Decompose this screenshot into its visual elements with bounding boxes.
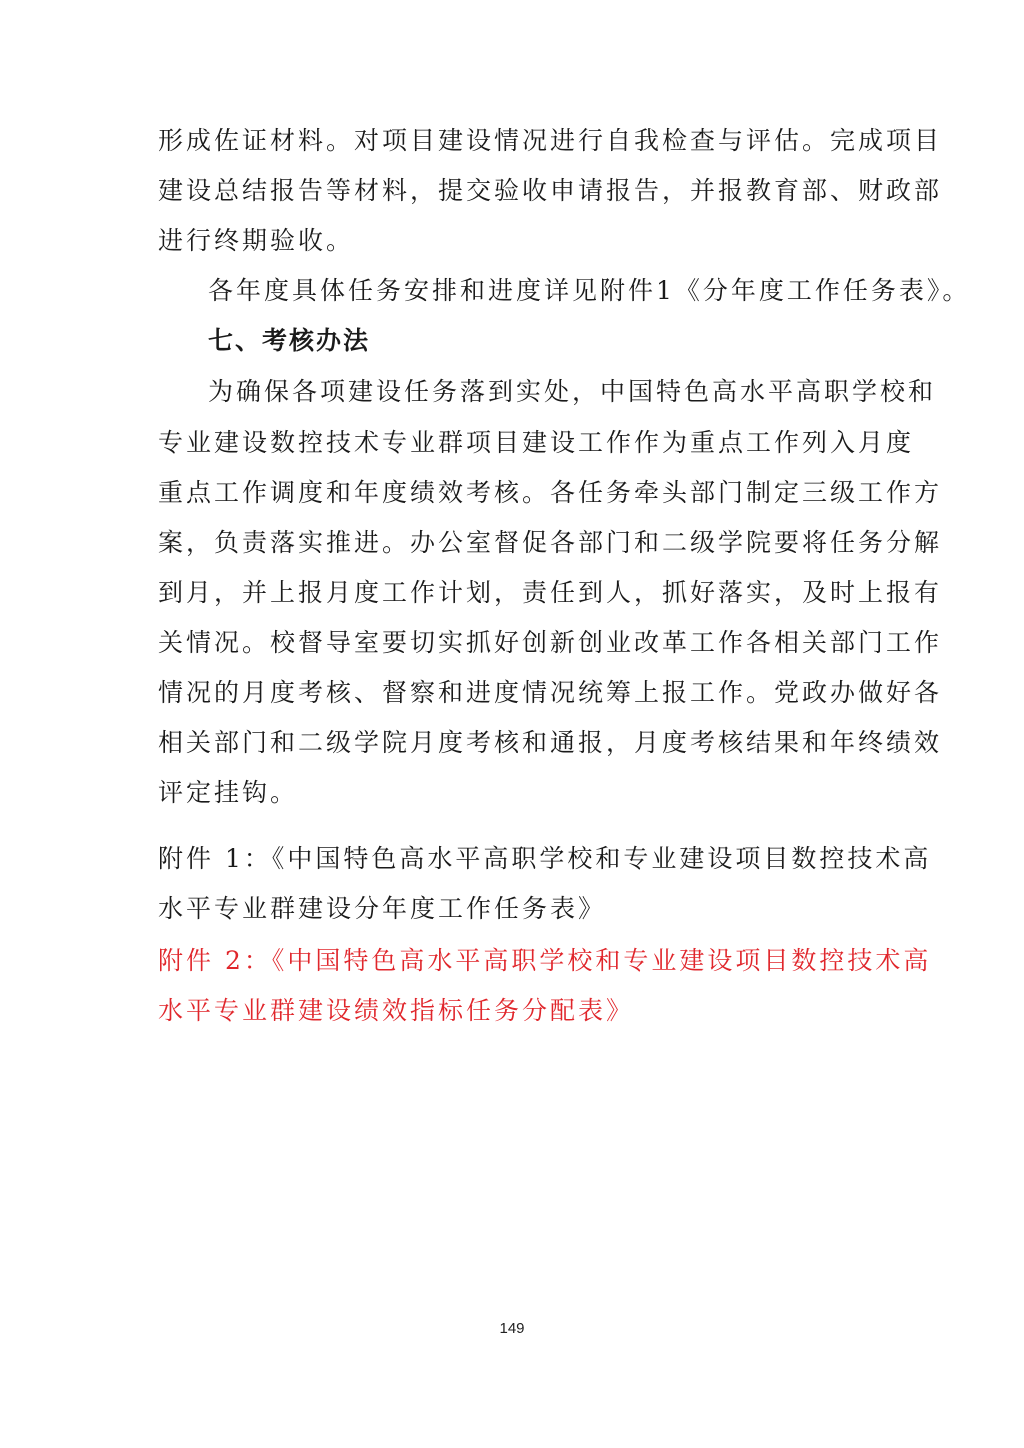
attachment-1-line-2: 水平专业群建设分年度工作任务表》 — [158, 894, 607, 923]
assessment-paragraph-line-8: 相关部门和二级学院月度考核和通报，月度考核结果和年终绩效 — [158, 728, 943, 757]
attachment-1-line-1: 附件 1：《中国特色高水平高职学校和专业建设项目数控技术高 — [158, 844, 932, 873]
page-number: 149 — [499, 1320, 525, 1337]
closing-paragraph-line-2: 建设总结报告等材料，提交验收申请报告，并报教育部、财政部 — [158, 176, 943, 205]
section-heading: 七、考核办法 — [208, 326, 371, 355]
attachment-2-line-1: 附件 2：《中国特色高水平高职学校和专业建设项目数控技术高 — [158, 946, 932, 975]
assessment-paragraph-line-3: 重点工作调度和年度绩效考核。各任务牵头部门制定三级工作方 — [158, 478, 943, 507]
assessment-paragraph-line-6: 关情况。校督导室要切实抓好创新创业改革工作各相关部门工作 — [158, 628, 943, 657]
attachment-2-line-2: 水平专业群建设绩效指标任务分配表》 — [158, 996, 635, 1025]
closing-paragraph-line-1: 形成佐证材料。对项目建设情况进行自我检查与评估。完成项目 — [158, 126, 943, 155]
assessment-paragraph-line-1: 为确保各项建设任务落到实处，中国特色高水平高职学校和 — [208, 377, 937, 406]
closing-paragraph-line-3: 进行终期验收。 — [158, 226, 355, 255]
assessment-paragraph-line-9: 评定挂钩。 — [158, 778, 299, 807]
assessment-paragraph-line-7: 情况的月度考核、督察和进度情况统筹上报工作。党政办做好各 — [158, 678, 943, 707]
assessment-paragraph-line-4: 案，负责落实推进。办公室督促各部门和二级学院要将任务分解 — [158, 528, 943, 557]
assessment-paragraph-line-5: 到月，并上报月度工作计划，责任到人，抓好落实，及时上报有 — [158, 578, 943, 607]
assessment-paragraph-line-2: 专业建设数控技术专业群项目建设工作作为重点工作列入月度 — [158, 428, 915, 457]
schedule-note: 各年度具体任务安排和进度详见附件1《分年度工作任务表》。 — [208, 276, 971, 305]
